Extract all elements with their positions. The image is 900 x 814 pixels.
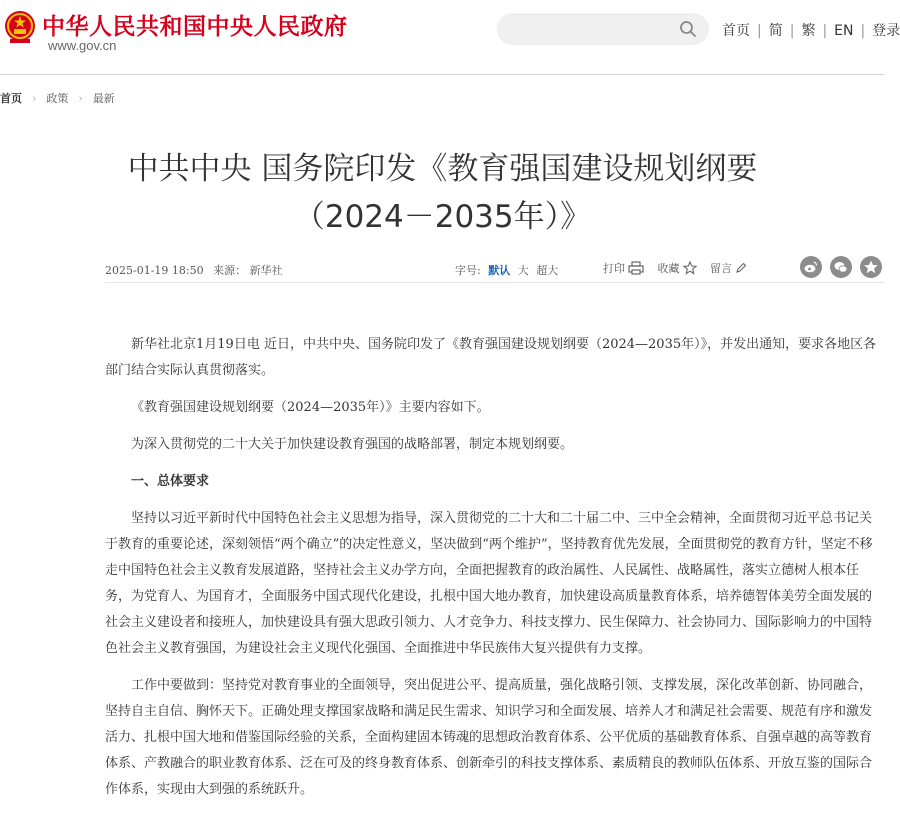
breadcrumb-latest[interactable]: 最新 <box>92 92 115 105</box>
breadcrumb-separator-icon: › <box>78 92 83 105</box>
publish-info <box>105 262 283 278</box>
print-label: 打印 <box>603 262 625 275</box>
weibo-icon[interactable] <box>800 256 822 278</box>
article-body <box>105 332 880 814</box>
pencil-icon <box>735 262 747 274</box>
paragraph: 坚持以习近平新时代中国特色社会主义思想为指导，深入贯彻党的二十大和二十届二中、三中全会精神，全面贯彻习近平总书记关于教育的重要论述，深刻领悟“两个确立”的决定性意义，坚决做到“两个维护”，坚持教育优先发展，全面贯彻党的教育方针，坚定不移走中国特色社会主义教育发展道路，坚持社会主义办学方向，全面把握教育的政治属性、人民属性、战略属性，落实立德树人根本任务，为党育人、为国育才，全面服务中国式现代化建设，扎根中国大地办教育，加快建设高质量教育体系，培养德智体美劳全面发展的社会主义建设者和接班人，加快建设具有强大思政引领力、人才竞争力、科技支撑力、民生保障力、社会协同力、国际影响力的中国特色社会主义教育强国，为建设社会主义现代化强国、全面推进中华民族伟大复兴提供有力支撑。 <box>105 511 873 656</box>
font-size-large[interactable]: 大 <box>517 264 529 277</box>
breadcrumb-policy[interactable]: 政策 <box>46 92 69 105</box>
comment-button[interactable] <box>710 260 747 276</box>
article-title: 中共中央 国务院印发《教育强国建设规划纲要（2024－2035年）》 <box>127 151 758 235</box>
collect-button[interactable] <box>658 260 697 276</box>
breadcrumb-home[interactable]: 首页 <box>0 92 22 105</box>
font-size-label: 字号: <box>455 264 481 277</box>
nav-simplified-link[interactable]: 简 <box>768 23 783 39</box>
star-outline-icon <box>683 261 697 275</box>
share-bar <box>800 256 890 278</box>
site-url[interactable]: www.gov.cn <box>48 38 117 53</box>
nav-divider: | <box>822 23 828 39</box>
article-tools <box>603 260 757 276</box>
nav-divider: | <box>789 23 795 39</box>
nav-english-link[interactable]: EN <box>834 23 854 39</box>
top-nav <box>722 20 900 40</box>
nav-traditional-link[interactable]: 繁 <box>801 23 816 39</box>
search-box <box>497 13 709 45</box>
national-emblem-icon[interactable] <box>4 10 36 44</box>
paragraph: 《教育强国建设规划纲要（2024—2035年）》主要内容如下。 <box>131 400 490 415</box>
publish-date: 2025-01-19 18:50 <box>105 264 204 277</box>
nav-login-link[interactable]: 登录 <box>872 23 900 39</box>
search-input[interactable] <box>511 19 665 41</box>
nav-divider: | <box>860 23 866 39</box>
printer-icon <box>628 261 644 275</box>
font-size-default[interactable]: 默认 <box>488 264 511 277</box>
wechat-icon[interactable] <box>830 256 852 278</box>
font-size-selector <box>455 262 558 278</box>
article-meta <box>105 258 885 283</box>
search-icon[interactable] <box>679 20 697 38</box>
favorite-icon[interactable] <box>860 256 882 278</box>
source-name: 新华社 <box>249 264 283 277</box>
site-title[interactable]: 中华人民共和国中央人民政府 <box>42 14 348 40</box>
source-label: 来源： <box>213 264 247 277</box>
collect-label: 收藏 <box>657 262 680 275</box>
comment-label: 留言 <box>710 262 732 275</box>
paragraph: 新华社北京1月19日电 近日，中共中央、国务院印发了《教育强国建设规划纲要（2024—2035年）》，并发出通知，要求各地区各部门结合实际认真贯彻落实。 <box>105 337 877 378</box>
paragraph: 为深入贯彻党的二十大关于加快建设教育强国的战略部署，制定本规划纲要。 <box>131 437 574 452</box>
paragraph: 工作中要做到：坚持党对教育事业的全面领导，突出促进公平、提高质量，强化战略引领、支撑发展，深化改革创新、协同融合，坚持自主自信、胸怀天下。正确处理支撑国家战略和满足民生需求、知识学习和全面发展、培养人才和满足社会需要、规范有序和激发活力、扎根中国大地和借鉴国际经验的关系，全面构建固本铸魂的思想政治教育体系、公平优质的基础教育体系、自强卓越的高等教育体系、产教融合的职业教育体系、泛在可及的终身教育体系、创新牵引的科技支撑体系、素质精良的教师队伍体系、开放互鉴的国际合作体系，实现由大到强的系统跃升。 <box>105 678 873 797</box>
site-header <box>0 0 900 75</box>
breadcrumb <box>0 90 115 106</box>
breadcrumb-separator-icon: › <box>32 92 37 105</box>
nav-home-link[interactable]: 首页 <box>722 23 750 39</box>
nav-divider: | <box>757 23 762 39</box>
section-heading: 一、总体要求 <box>131 474 210 489</box>
font-size-xlarge[interactable]: 超大 <box>536 264 559 277</box>
print-button[interactable] <box>603 260 644 276</box>
